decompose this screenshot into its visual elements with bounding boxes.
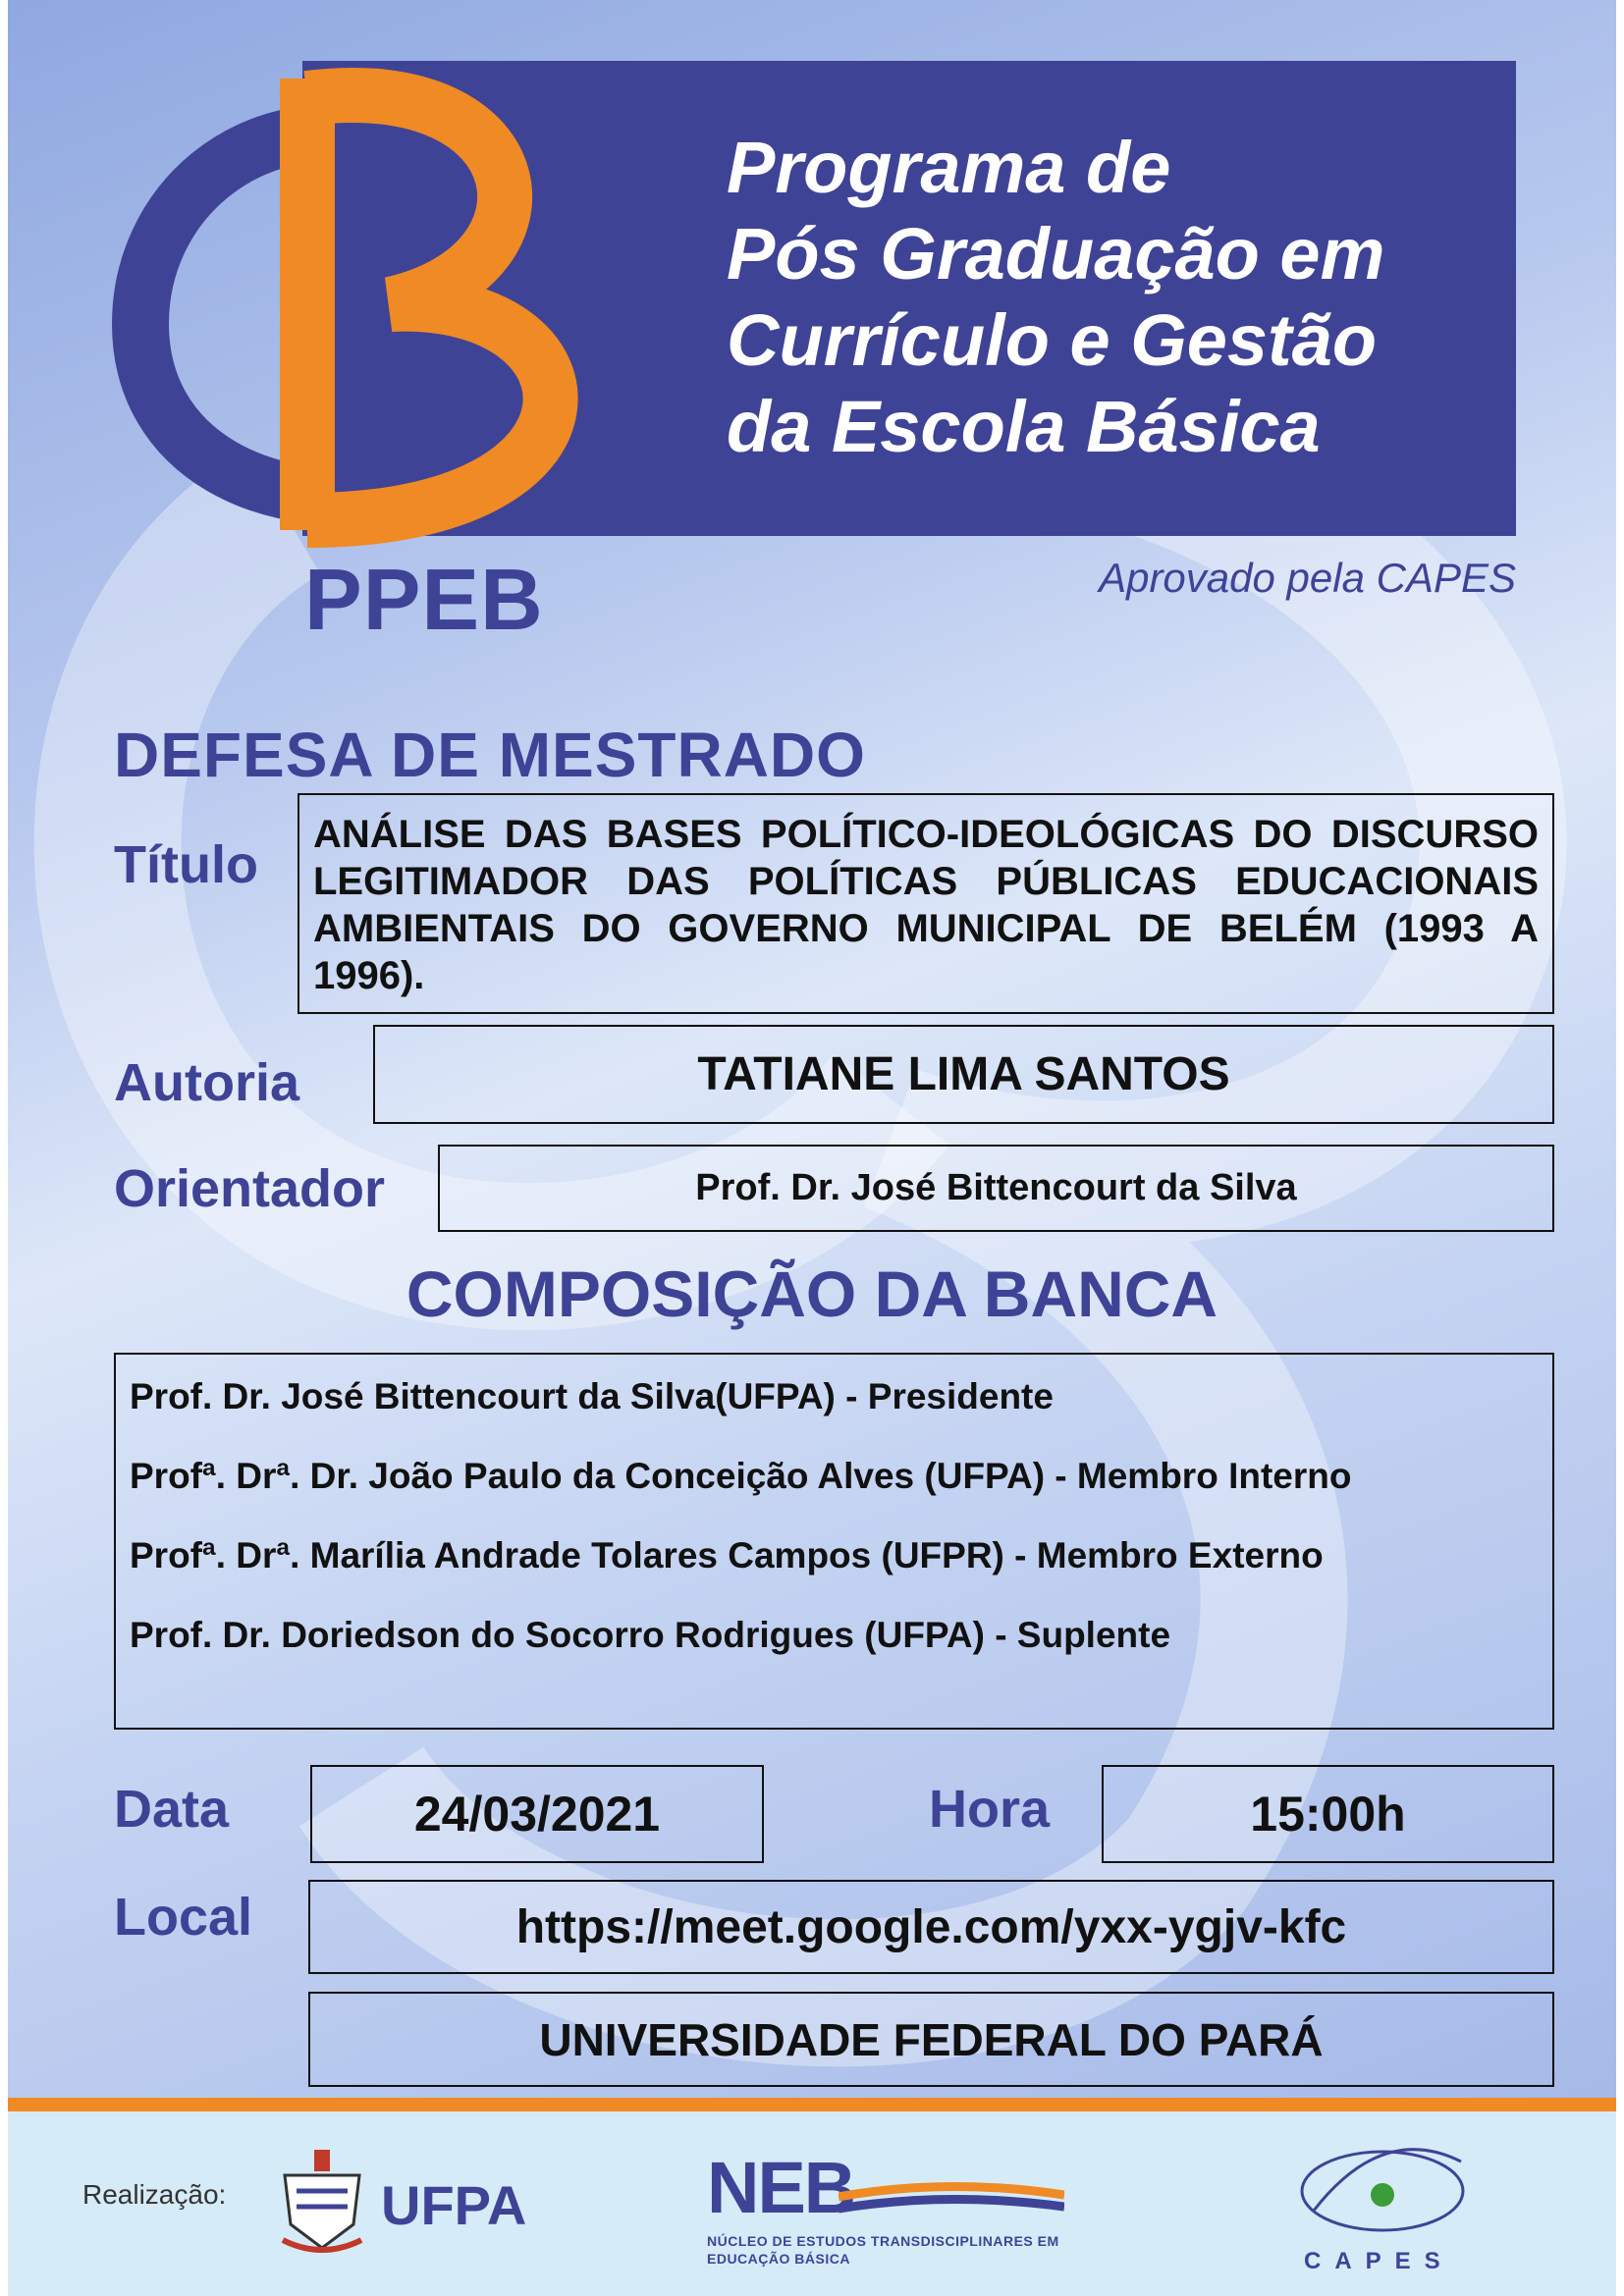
date-box bbox=[310, 1765, 764, 1863]
capes-approval: Aprovado pela CAPES bbox=[1099, 555, 1516, 601]
realization-label: Realização: bbox=[82, 2179, 227, 2210]
meeting-link[interactable]: https://meet.google.com/yxx-ygjv-kfc bbox=[515, 1900, 1347, 1953]
thesis-title: ANÁLISE DAS BASES POLÍTICO-IDEOLÓGICAS DO DISCURSO LEGITIMADOR DAS POLÍTICAS PÚBLICAS EDUCACIONAIS AMBIENTAIS DO GOVERNO MUNICIPAL DE BELÉM (1993 A 1996). bbox=[313, 813, 1539, 997]
location-label: Local bbox=[114, 1888, 253, 1947]
advisor-box bbox=[438, 1145, 1554, 1232]
neb-subtitle: NÚCLEO DE ESTUDOS TRANSDISCIPLINARES EM bbox=[707, 2233, 1059, 2249]
time-box bbox=[1102, 1765, 1554, 1863]
location-box[interactable] bbox=[308, 1880, 1554, 1974]
title-box bbox=[298, 793, 1554, 1014]
author-name: TATIANE LIMA SANTOS bbox=[697, 1048, 1230, 1100]
committee-member: Profª. Drª. Dr. João Paulo da Conceição Alves (UFPA) - Membro Interno bbox=[130, 1456, 1352, 1496]
ufpa-logo-text: UFPA bbox=[381, 2174, 527, 2236]
advisor-label: Orientador bbox=[114, 1159, 386, 1218]
neb-logo-text: NEB bbox=[707, 2147, 855, 2228]
university-name: UNIVERSIDADE FEDERAL DO PARÁ bbox=[539, 2013, 1324, 2065]
committee-box bbox=[114, 1353, 1554, 1730]
program-title-line: Pós Graduação em bbox=[727, 213, 1385, 294]
time-label: Hora bbox=[929, 1780, 1051, 1839]
committee-member: Prof. Dr. Doriedson do Socorro Rodrigues (UFPA) - Suplente bbox=[130, 1615, 1171, 1655]
neb-swoosh-icon bbox=[839, 2173, 1064, 2228]
program-acronym: PPEB bbox=[304, 551, 544, 648]
committee-member: Prof. Dr. José Bittencourt da Silva(UFPA) - Presidente bbox=[130, 1376, 1054, 1416]
ufpa-crest-icon bbox=[275, 2146, 369, 2256]
date-label: Data bbox=[114, 1780, 230, 1839]
program-title-line: da Escola Básica bbox=[727, 386, 1321, 467]
university-box bbox=[308, 1992, 1554, 2087]
program-title-line: Currículo e Gestão bbox=[727, 299, 1378, 381]
committee-member: Profª. Drª. Marília Andrade Tolares Campos (UFPR) - Membro Externo bbox=[130, 1535, 1324, 1575]
title-label: Título bbox=[114, 835, 258, 894]
neb-subtitle: EDUCAÇÃO BÁSICA bbox=[707, 2251, 850, 2267]
author-label: Autoria bbox=[114, 1053, 299, 1112]
poster bbox=[8, 0, 1616, 2296]
advisor-name: Prof. Dr. José Bittencourt da Silva bbox=[695, 1167, 1297, 1208]
date-value: 24/03/2021 bbox=[413, 1787, 661, 1842]
program-title-line: Programa de bbox=[727, 127, 1171, 208]
time-value: 15:00h bbox=[1250, 1787, 1406, 1842]
author-box bbox=[373, 1025, 1554, 1124]
defense-heading: DEFESA DE MESTRADO bbox=[114, 720, 866, 790]
footer-divider bbox=[8, 2098, 1616, 2111]
committee-heading: COMPOSIÇÃO DA BANCA bbox=[406, 1257, 1218, 1330]
capes-logo-icon bbox=[1284, 2132, 1481, 2242]
ppeb-logo-icon bbox=[106, 59, 656, 550]
capes-logo-text: CAPES bbox=[1304, 2248, 1454, 2274]
program-title bbox=[727, 125, 1473, 470]
